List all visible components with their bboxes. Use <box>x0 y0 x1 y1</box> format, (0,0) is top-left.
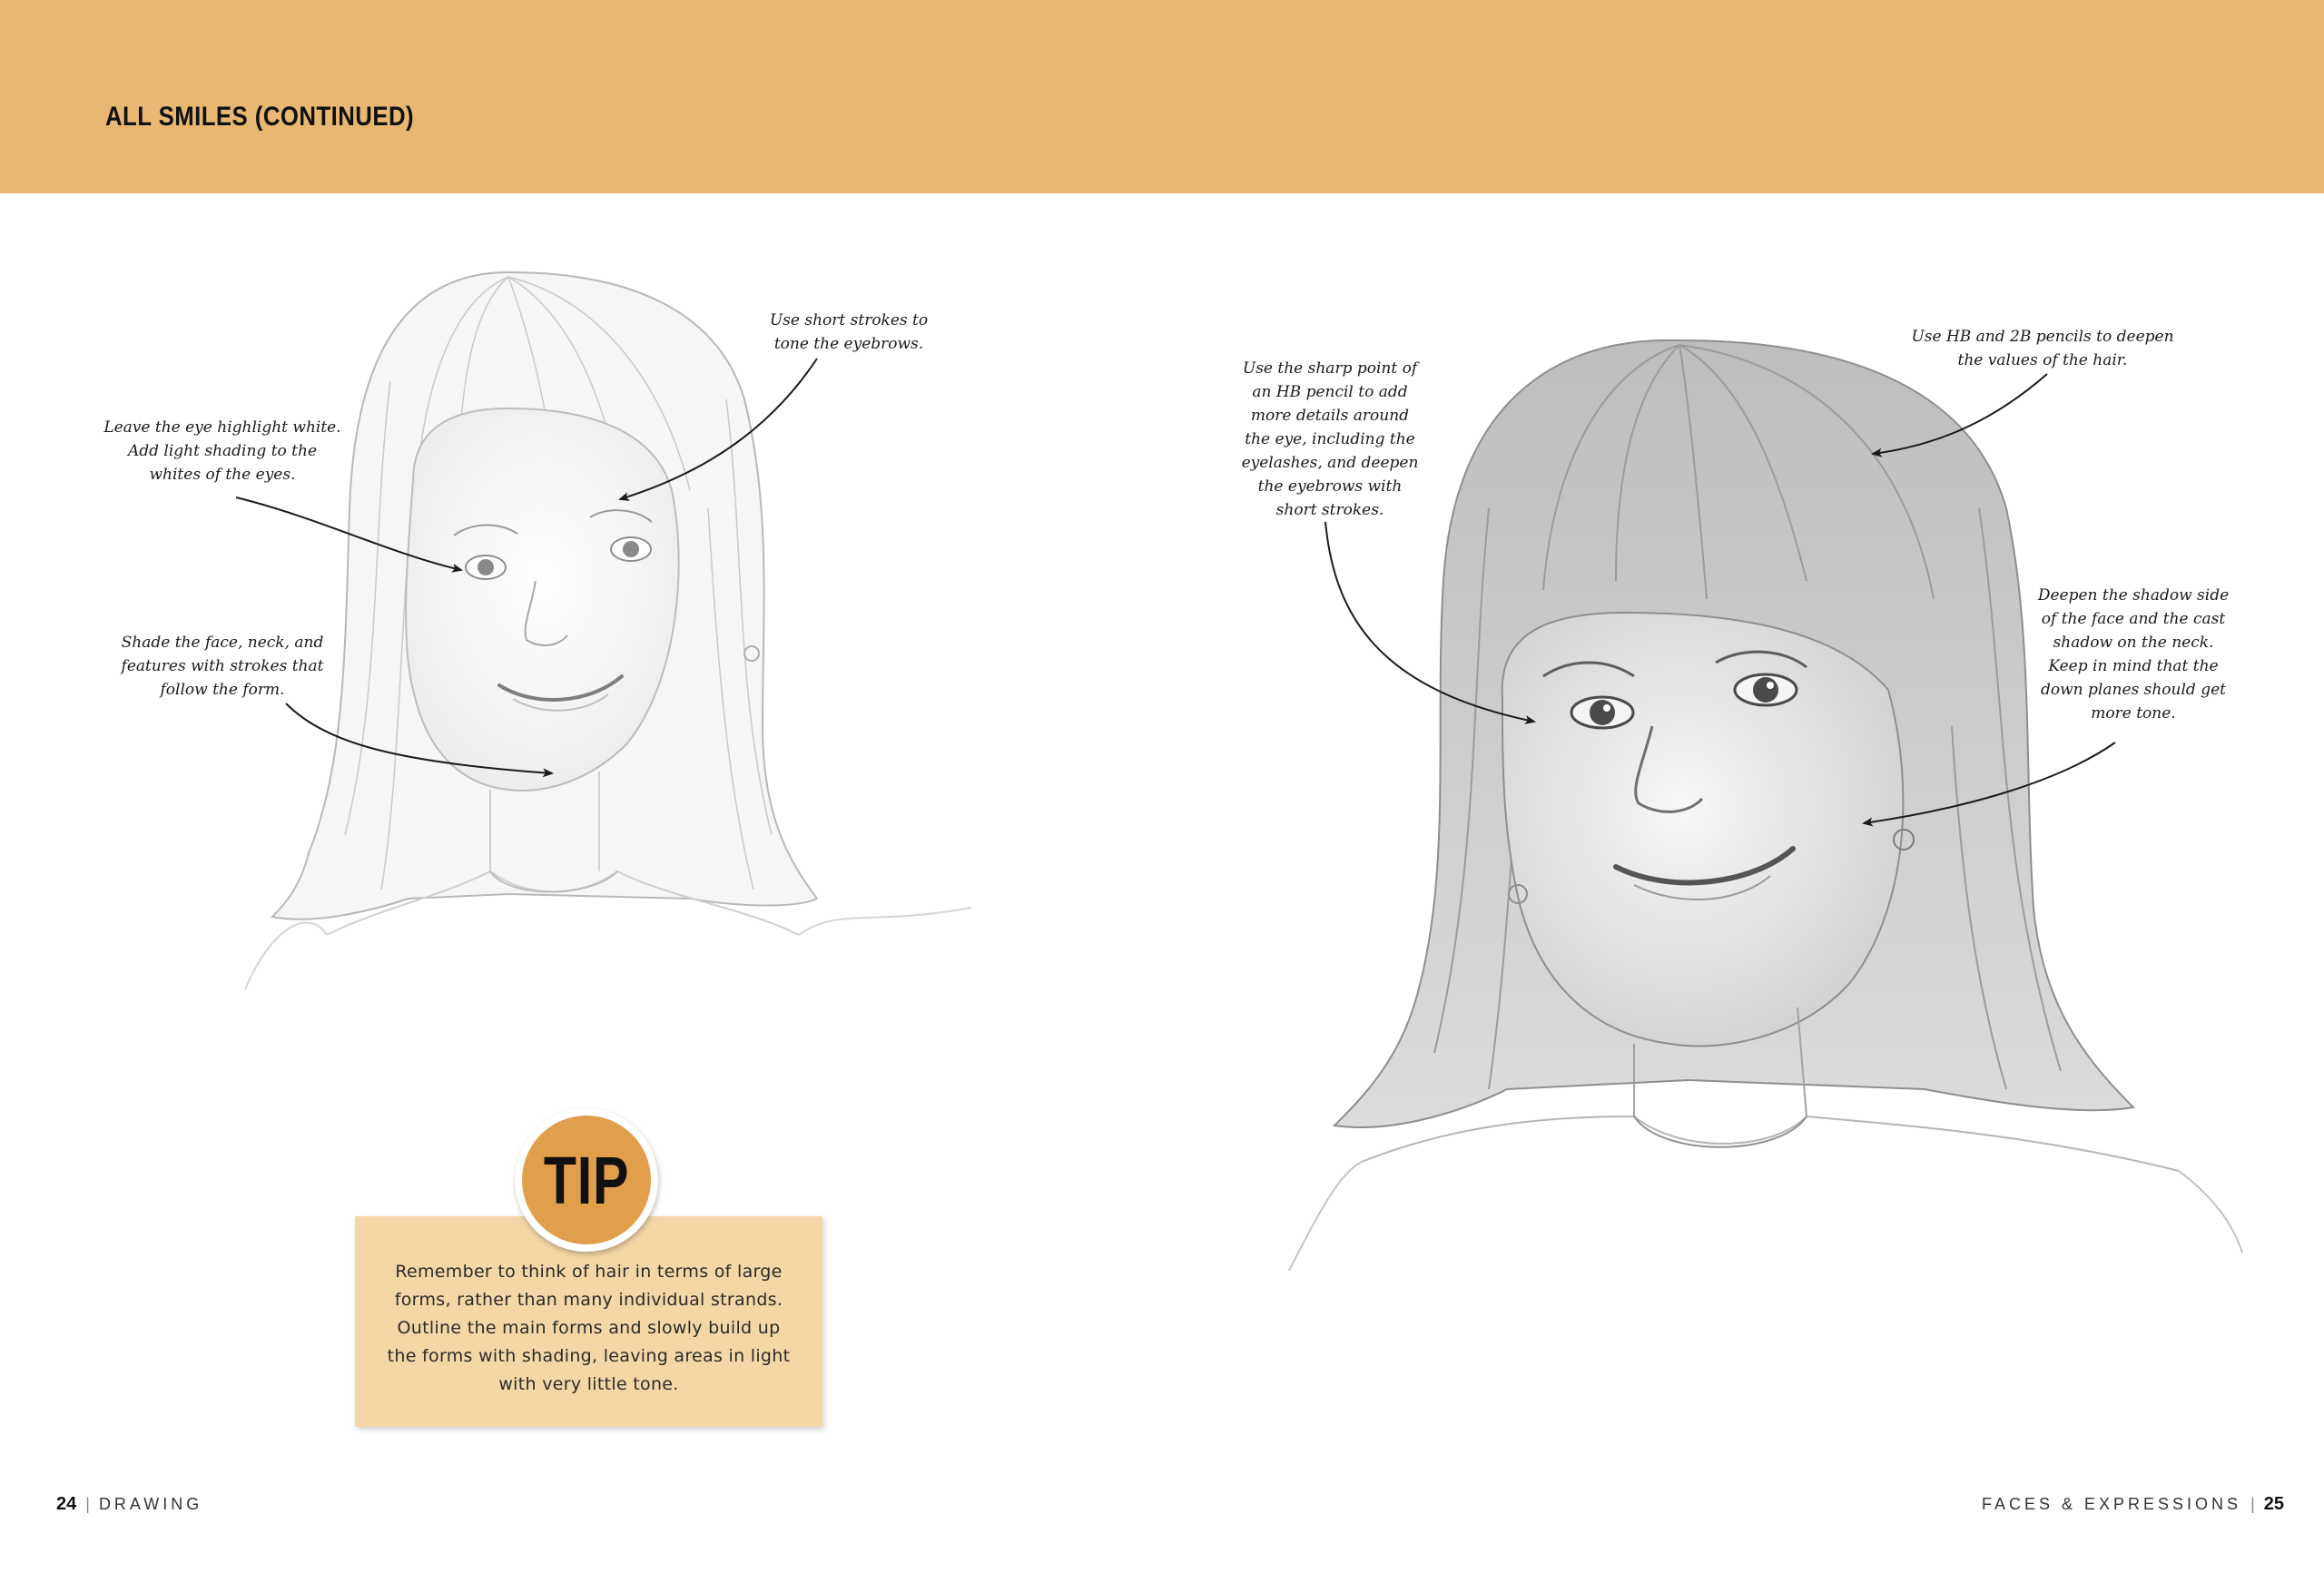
tip-badge-circle <box>522 1116 651 1244</box>
right-section-name: FACES & EXPRESSIONS <box>1981 1495 2242 1513</box>
note-eye-highlight: Leave the eye highlight white. Add light shading to the whites of the eyes. <box>103 418 341 484</box>
right-page-number: 25 <box>2263 1494 2284 1514</box>
tip-text: Remember to think of hair in terms of large forms, rather than many individual strands. Outline the main forms and slowly build up the forms with shading, leaving areas in light with very little tone. <box>387 1262 791 1394</box>
left-section-name: DRAWING <box>98 1495 203 1513</box>
note-eye-details: Use the sharp point of an HB pencil to add more details around the eye, including the eyelashes, and deepen the eyebrows with short strokes. <box>1241 359 1419 519</box>
footer-separator: | <box>2250 1495 2255 1513</box>
left-portrait <box>245 272 971 989</box>
footer-right <box>1982 1494 2284 1515</box>
note-eyebrow-strokes: Use short strokes to tone the eyebrows. <box>769 311 929 353</box>
note-shade-face: Shade the face, neck, and features with strokes that follow the form. <box>121 634 324 699</box>
right-portrait <box>1289 340 2242 1271</box>
tip-badge <box>515 1108 658 1252</box>
footer-separator: | <box>85 1495 90 1513</box>
left-page-number: 24 <box>56 1494 77 1514</box>
footer-left <box>56 1494 202 1515</box>
note-hair-values: Use HB and 2B pencils to deepen the values of the hair. <box>1911 328 2174 369</box>
note-shadow-side: Deepen the shadow side of the face and the cast shadow on the neck. Keep in mind that the down planes should get more tone. <box>2037 586 2230 723</box>
tip-label: TIP <box>543 1142 630 1218</box>
page-title: ALL SMILES (CONTINUED) <box>105 102 415 132</box>
